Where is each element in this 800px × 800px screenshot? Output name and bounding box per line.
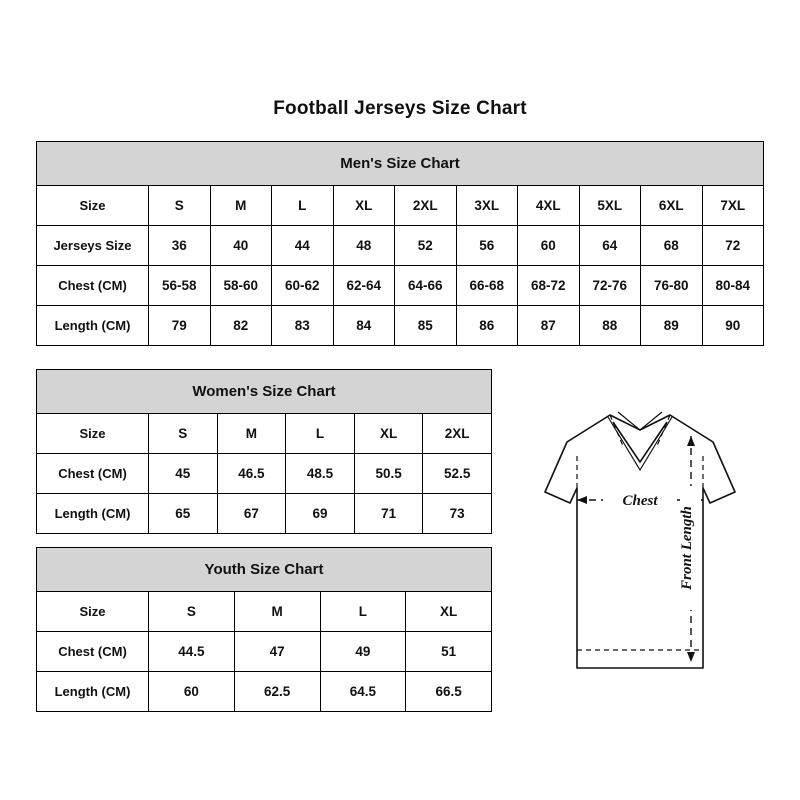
table-cell: S xyxy=(149,414,218,454)
table-cell: 89 xyxy=(641,306,703,346)
table-row xyxy=(37,306,764,346)
table-section-header-row xyxy=(37,548,492,592)
table-cell: 58-60 xyxy=(210,266,272,306)
table-cell: L xyxy=(320,592,406,632)
table-cell: S xyxy=(149,186,211,226)
table-cell: 60 xyxy=(518,226,580,266)
table-cell: 5XL xyxy=(579,186,641,226)
table-cell: 66-68 xyxy=(456,266,518,306)
table-cell: 36 xyxy=(149,226,211,266)
table-cell: 48 xyxy=(333,226,395,266)
table-cell: 67 xyxy=(217,494,286,534)
mens-size-chart-table xyxy=(36,141,764,346)
table-row xyxy=(37,592,492,632)
table-cell: 50.5 xyxy=(354,454,423,494)
table-cell: 85 xyxy=(395,306,457,346)
mens-section-heading: Men's Size Chart xyxy=(37,142,764,186)
table-cell: 51 xyxy=(406,632,492,672)
row-label: Size xyxy=(37,414,149,454)
row-label: Chest (CM) xyxy=(37,632,149,672)
table-row xyxy=(37,632,492,672)
table-cell: 80-84 xyxy=(702,266,764,306)
table-cell: 60 xyxy=(149,672,235,712)
table-cell: 87 xyxy=(518,306,580,346)
table-cell: 66.5 xyxy=(406,672,492,712)
table-cell: 49 xyxy=(320,632,406,672)
table-cell: 2XL xyxy=(423,414,492,454)
table-row xyxy=(37,414,492,454)
table-cell: S xyxy=(149,592,235,632)
table-cell: 69 xyxy=(286,494,355,534)
table-cell: 64 xyxy=(579,226,641,266)
table-cell: 4XL xyxy=(518,186,580,226)
table-cell: 52.5 xyxy=(423,454,492,494)
chest-label: Chest xyxy=(622,493,658,509)
row-label: Length (CM) xyxy=(37,494,149,534)
table-row xyxy=(37,454,492,494)
table-cell: 56 xyxy=(456,226,518,266)
table-row xyxy=(37,186,764,226)
row-label: Jerseys Size xyxy=(37,226,149,266)
table-cell: 84 xyxy=(333,306,395,346)
table-cell: 52 xyxy=(395,226,457,266)
table-cell: 47 xyxy=(234,632,320,672)
youth-size-chart-table xyxy=(36,547,492,712)
womens-section-heading: Women's Size Chart xyxy=(37,370,492,414)
table-section-header-row xyxy=(37,142,764,186)
table-cell: 3XL xyxy=(456,186,518,226)
table-cell: L xyxy=(272,186,334,226)
table-cell: XL xyxy=(333,186,395,226)
table-cell: 73 xyxy=(423,494,492,534)
table-cell: 90 xyxy=(702,306,764,346)
table-cell: 7XL xyxy=(702,186,764,226)
table-cell: 68-72 xyxy=(518,266,580,306)
table-cell: M xyxy=(234,592,320,632)
table-cell: 60-62 xyxy=(272,266,334,306)
table-cell: 72-76 xyxy=(579,266,641,306)
table-cell: 45 xyxy=(149,454,218,494)
table-cell: 79 xyxy=(149,306,211,346)
table-cell: 71 xyxy=(354,494,423,534)
youth-section-heading: Youth Size Chart xyxy=(37,548,492,592)
table-cell: 62-64 xyxy=(333,266,395,306)
table-cell: 64.5 xyxy=(320,672,406,712)
table-cell: 64-66 xyxy=(395,266,457,306)
table-cell: 86 xyxy=(456,306,518,346)
table-row xyxy=(37,226,764,266)
table-cell: 76-80 xyxy=(641,266,703,306)
table-row xyxy=(37,494,492,534)
row-label: Size xyxy=(37,186,149,226)
table-cell: 2XL xyxy=(395,186,457,226)
table-cell: XL xyxy=(406,592,492,632)
table-cell: 56-58 xyxy=(149,266,211,306)
table-cell: XL xyxy=(354,414,423,454)
table-cell: L xyxy=(286,414,355,454)
table-cell: 65 xyxy=(149,494,218,534)
table-cell: 88 xyxy=(579,306,641,346)
row-label: Length (CM) xyxy=(37,672,149,712)
row-label: Size xyxy=(37,592,149,632)
table-row xyxy=(37,266,764,306)
row-label: Chest (CM) xyxy=(37,266,149,306)
table-cell: 83 xyxy=(272,306,334,346)
table-cell: 72 xyxy=(702,226,764,266)
table-cell: 6XL xyxy=(641,186,703,226)
front-length-label: Front Length xyxy=(679,506,695,590)
table-section-header-row xyxy=(37,370,492,414)
table-cell: 68 xyxy=(641,226,703,266)
table-cell: 46.5 xyxy=(217,454,286,494)
table-cell: M xyxy=(210,186,272,226)
table-row xyxy=(37,672,492,712)
table-cell: 44.5 xyxy=(149,632,235,672)
womens-size-chart-table xyxy=(36,369,492,534)
row-label: Length (CM) xyxy=(37,306,149,346)
table-cell: 44 xyxy=(272,226,334,266)
table-cell: 48.5 xyxy=(286,454,355,494)
table-cell: M xyxy=(217,414,286,454)
table-cell: 40 xyxy=(210,226,272,266)
shirt-outline xyxy=(545,415,735,668)
table-cell: 62.5 xyxy=(234,672,320,712)
row-label: Chest (CM) xyxy=(37,454,149,494)
tshirt-measure-diagram xyxy=(505,400,775,690)
table-cell: 82 xyxy=(210,306,272,346)
page-title: Football Jerseys Size Chart xyxy=(273,98,527,119)
